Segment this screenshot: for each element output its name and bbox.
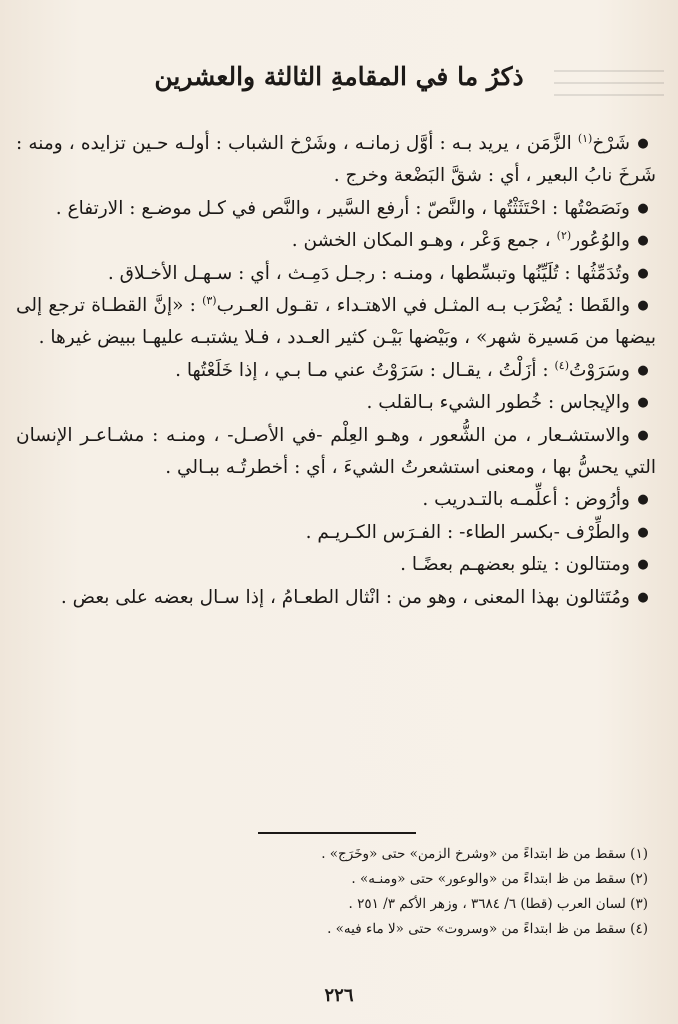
page-number: ٢٢٦: [324, 985, 354, 1006]
entry-sarawtu: ●وسَرَوْتُ$^{(٤)}$ : أزَلْتُ ، يقـال : سَرَوْتُ عني مـا بـي ، إذا خَلَعْتُها .: [16, 355, 656, 387]
footnote-ref[interactable]: (٢): [556, 229, 572, 243]
footnote-ref[interactable]: (٤): [554, 358, 569, 372]
bullet-icon: ●: [637, 265, 649, 281]
bullet-icon: ●: [637, 524, 649, 540]
entry-qata: ●والقَطا : يُضْرَب بـه المثـل في الاهتـداء ، تقـول العـرب$^{(٣)}$ : «إنَّ القطـاة ترجع إلى بيضها من مَسيرة شهر» ، وبَيْضها بَيْـن كثير العـدد ، فـلا يشتبـه عليهـا ببيض غيرها .: [16, 290, 656, 355]
bullet-icon: ●: [637, 589, 649, 605]
entry-tudammithuha: ●وتُدَمِّثُها : تُلَيِّنُها وتبسِّطها ، ومنـه : رجـل دَمِـث ، أي : سـهـل الأخـلاق .: [16, 258, 656, 290]
entry-wuur: ●والوُعُور$^{(٢)}$ ، جمع وَعْر ، وهـو المكان الخشن .: [16, 225, 656, 257]
footnote-2: (٢) سقط من ظ ابتداءً من «والوعور» حتى «ومنـه» .: [351, 871, 648, 887]
bullet-icon: ●: [637, 362, 649, 378]
footnote-1: (١) سقط من ظ ابتداءً من «وشرخ الزمن» حتى «وخَرَج» .: [321, 846, 648, 862]
entry-mutathalun: ●ومُتَثالون بهذا المعنى ، وهو من : انْثال الطعـامُ ، إذا سـال بعضه على بعض .: [16, 582, 656, 614]
page-title: ذكرُ ما في المقامةِ الثالثة والعشرين: [154, 62, 524, 91]
footnote-divider: [258, 832, 416, 834]
footnote-ref[interactable]: (٣): [202, 293, 217, 307]
bullet-icon: ●: [637, 427, 649, 443]
entry-tirf: ●والطِّرْف -بكسر الطاء- : الفـرَس الكـريـم .: [16, 517, 656, 549]
main-text: [16, 128, 656, 614]
entry-sharkh: ●شَرْخ$^{(١)}$ الزَّمَن ، يريد بـه : أوَّل زمانـه ، وشَرْخ الشباب : أولـه حـين تزايده ، ومنه : شَرخَ نابُ البعير ، أي : شقَّ البَضْعة وخرج .: [16, 128, 656, 193]
entry-mutatalun: ●ومتتالون : يتلو بعضهـم بعضًـا .: [16, 549, 656, 581]
bullet-icon: ●: [637, 200, 649, 216]
entry-arud: ●وأرُوض : أعلِّمـه بالتـدريب .: [16, 484, 656, 516]
bullet-icon: ●: [637, 233, 649, 249]
bullet-icon: ●: [637, 492, 649, 508]
footnote-4: (٤) سقط من ظ ابتداءً من «وسروت» حتى «لا ماء فيه» .: [327, 921, 648, 937]
entry-istishar: ●والاستشـعار ، من الشُّعور ، وهـو العِلْم -في الأصـل- ، ومنـه : مشـاعـر الإنسان التي يحسُّ بها ، ومعنى استشعرتُ الشيءَ ، أي : أخطرتُـه ببـالي .: [16, 420, 656, 485]
bullet-icon: ●: [637, 298, 649, 314]
footnote-3: (٣) لسان العرب (قطا) ٦/ ٣٦٨٤ ، وزهر الأكم ٣/ ٢٥١ .: [348, 896, 648, 912]
footnotes: [48, 842, 648, 942]
entry-ijas: ●والإيجاس : خُطور الشيء بـالقلب .: [16, 387, 656, 419]
bullet-icon: ●: [637, 136, 649, 151]
footnote-ref[interactable]: (١): [577, 131, 593, 145]
bullet-icon: ●: [637, 557, 649, 573]
bullet-icon: ●: [637, 395, 649, 411]
entry-nasastuha: ●ونَصَصْتُها : احْتَثَثْتُها ، والنَّصّ : أرفع السَّير ، والنَّص في كـل موضـع : الارتفاع .: [16, 193, 656, 225]
